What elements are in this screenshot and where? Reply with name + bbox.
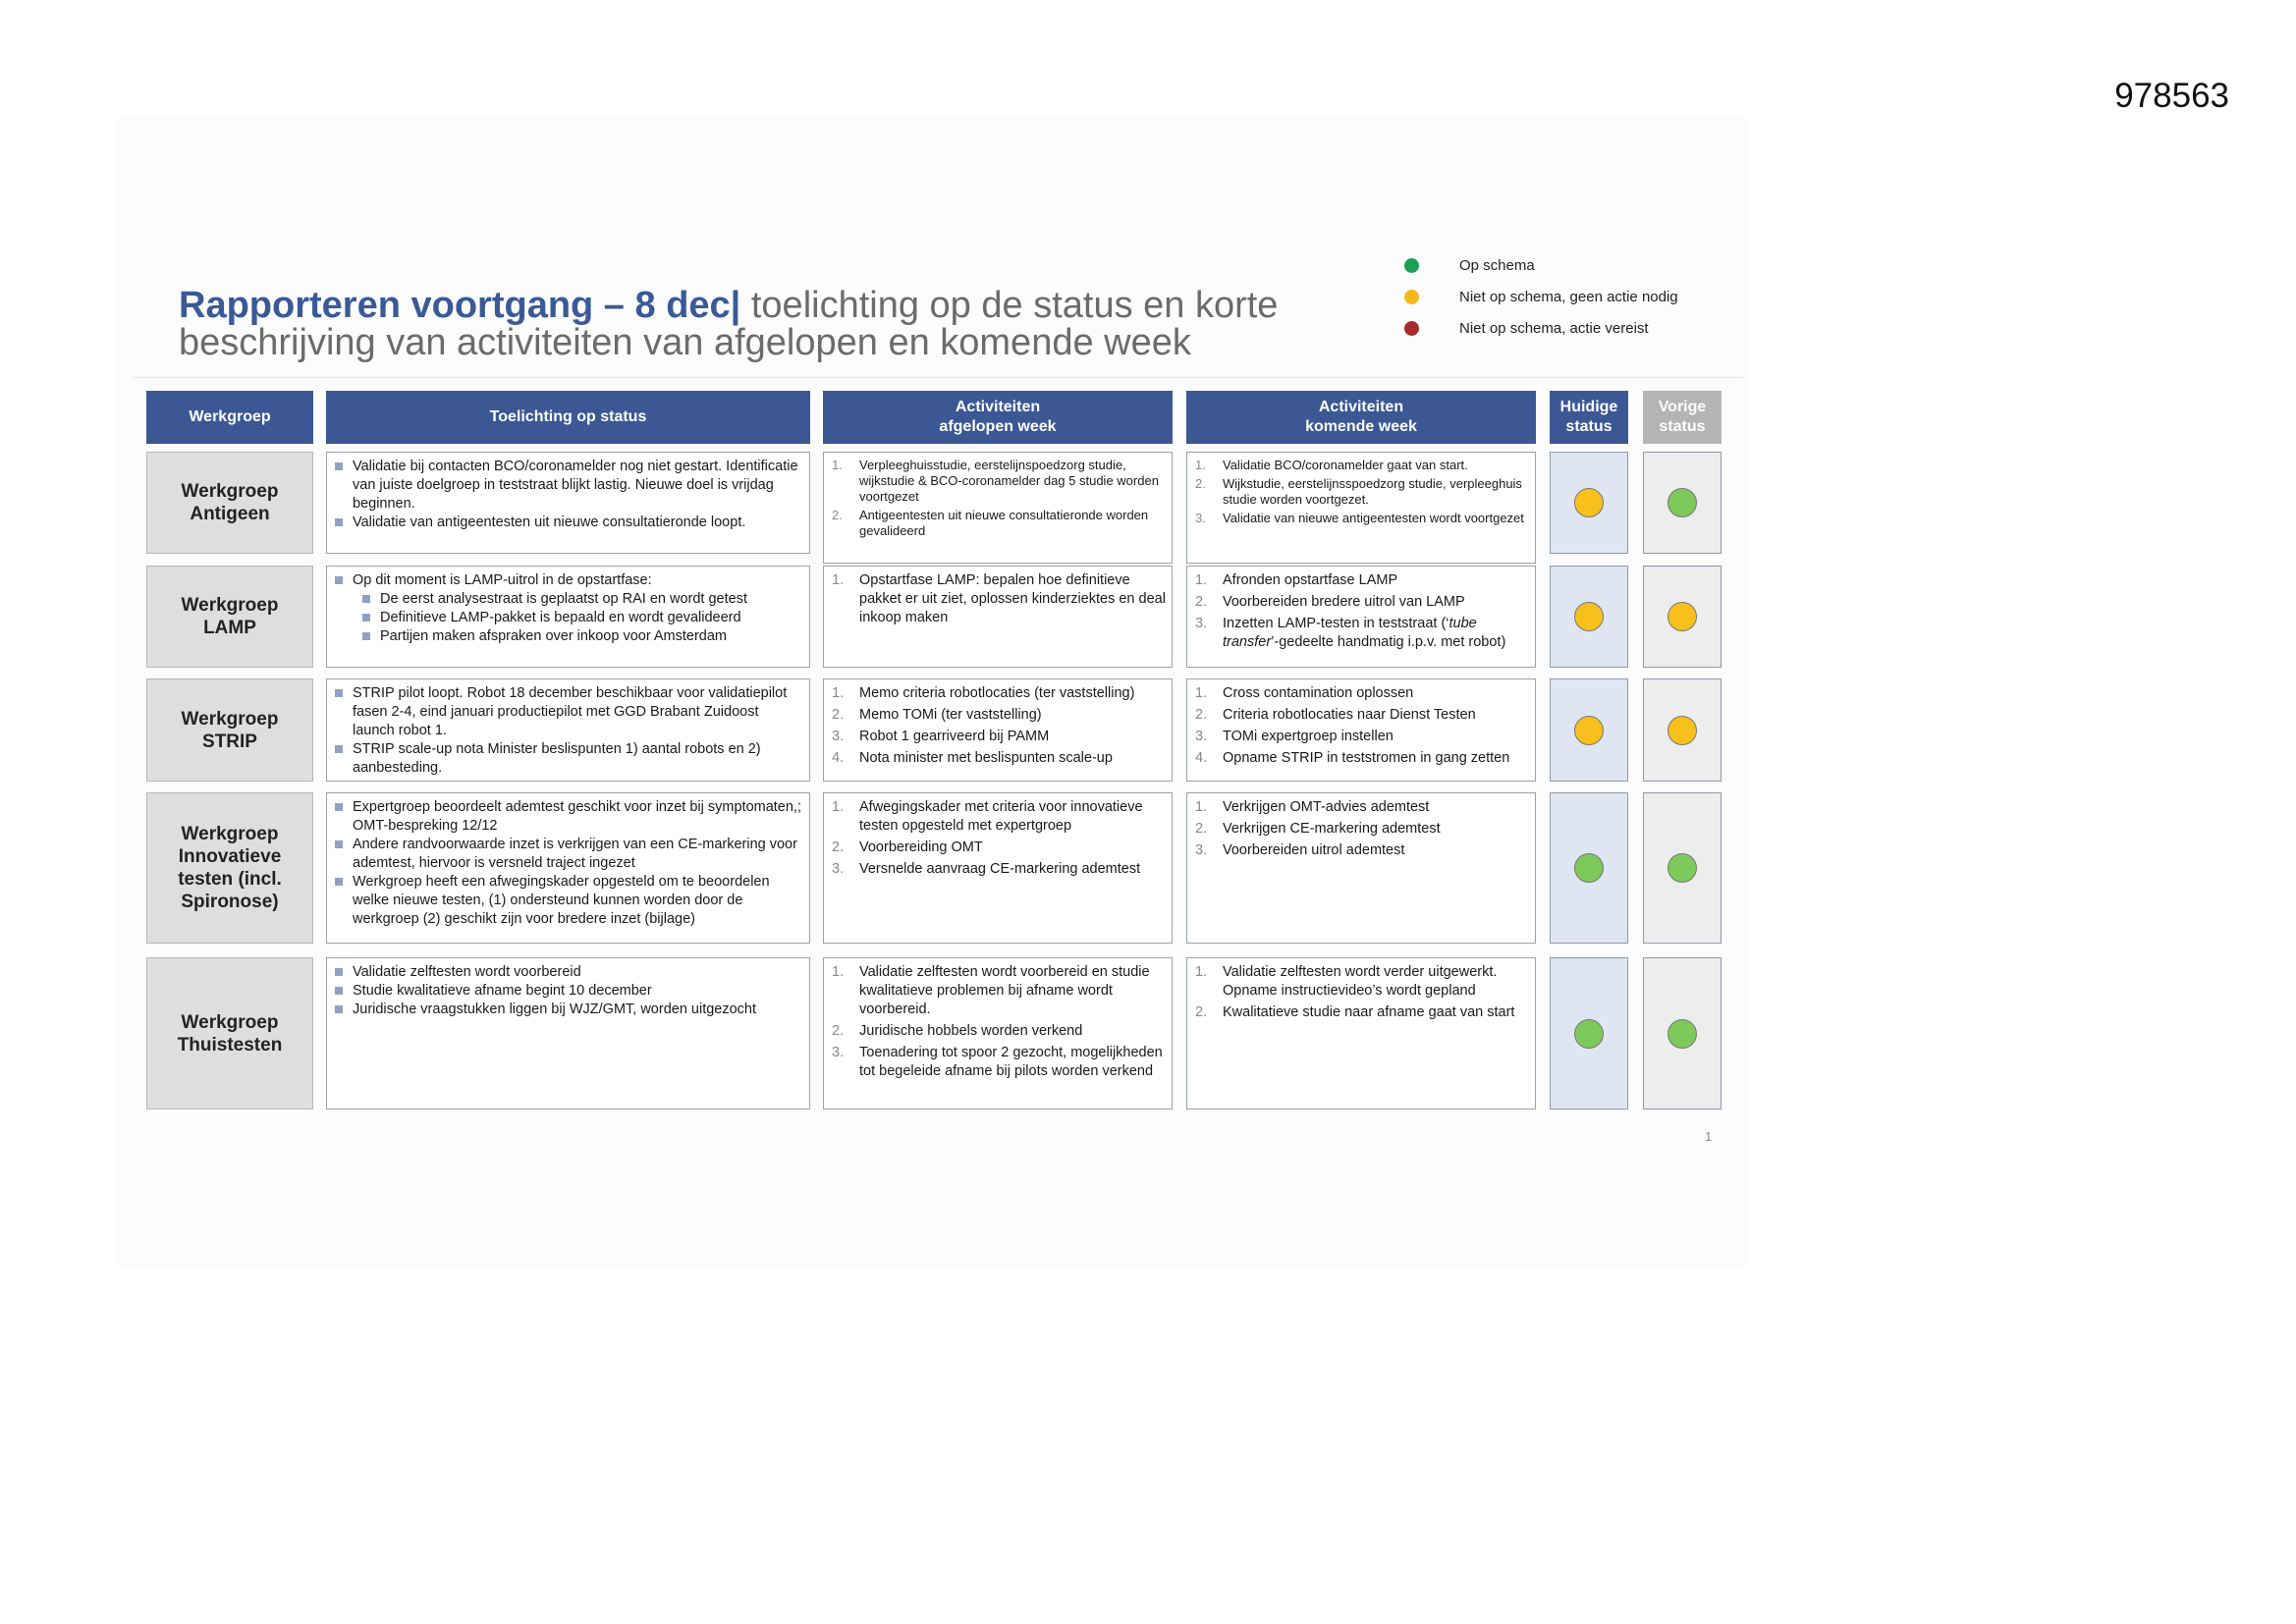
- werkgroep-lamp: Werkgroep LAMP: [146, 566, 313, 668]
- list-item: Partijen maken afspraken over inkoop voor Amsterdam: [360, 627, 804, 646]
- list-item: De eerst analysestraat is geplaatst op RAI en wordt getest: [360, 590, 804, 609]
- title-line2: beschrijving van activiteiten van afgelopen en komende week: [179, 322, 1191, 363]
- legend-item-action-required: [1402, 312, 1678, 344]
- list-item: Wijkstudie, eerstelijnsspoedzorg studie, verpleeghuis studie worden voortgezet.: [1223, 476, 1522, 507]
- list-item: Validatie van antigeentesten uit nieuwe consultatieronde loopt.: [333, 514, 804, 532]
- status-circle: [1667, 853, 1697, 883]
- header-toelichting: Toelichting op status: [326, 391, 810, 444]
- status-circle: [1574, 1019, 1604, 1049]
- red-dot-icon: [1404, 321, 1419, 336]
- list-item: Definitieve LAMP-pakket is bepaald en wordt gevalideerd: [360, 609, 804, 627]
- header-activiteiten-komende: Activiteiten komende week: [1186, 391, 1536, 444]
- slide-title: [179, 287, 1387, 361]
- list-item: Criteria robotlocaties naar Dienst Testen: [1223, 707, 1476, 723]
- list-item: Op dit moment is LAMP-uitrol in de opstartfase: De eerst analysestraat is geplaatst op RAI en wordt getest Definitieve LAMP-pakket is bepaald en wordt gevalideerd Partijen maken afspraken over inkoop voor Amsterdam: [333, 571, 804, 646]
- title-line1-rest: toelichting op de status en korte: [740, 285, 1279, 326]
- list-item: Antigeentesten uit nieuwe consultatieronde worden gevalideerd: [859, 508, 1149, 538]
- list-item: Studie kwalitatieve afname begint 10 december: [333, 982, 804, 1001]
- list-item: Validatie BCO/coronamelder gaat van start.: [1223, 458, 1468, 472]
- list-item: Validatie zelftesten wordt verder uitgewerkt. Opname instructievideo’s wordt gepland: [1223, 964, 1498, 999]
- status-circle: [1667, 488, 1697, 517]
- list-item: Validatie bij contacten BCO/coronamelder nog niet gestart. Identificatie van juiste doelgroep in teststraat blijkt lastig. Nieuwe doel is vrijdag beginnen.: [333, 458, 804, 514]
- komende-innovatieve-testen: [1186, 792, 1536, 944]
- toelichting-innovatieve-testen: [326, 792, 810, 944]
- werkgroep-thuistesten: Werkgroep Thuistesten: [146, 957, 313, 1110]
- list-item: Verkrijgen OMT-advies ademtest: [1223, 799, 1430, 815]
- header-activiteiten-afgelopen: Activiteiten afgelopen week: [823, 391, 1173, 444]
- komende-antigeen: [1186, 452, 1536, 564]
- status-circle: [1574, 853, 1604, 883]
- list-item: Memo criteria robotlocaties (ter vaststelling): [859, 685, 1135, 701]
- list-item: Opstartfase LAMP: bepalen hoe definitieve pakket er uit ziet, oplossen kinderziektes en deal inkoop maken: [859, 572, 1166, 625]
- list-item: Afwegingskader met criteria voor innovatieve testen opgesteld met expertgroep: [859, 799, 1143, 834]
- list-item: Werkgroep heeft een afwegingskader opgesteld om te beoordelen welke nieuwe testen, (1) ondersteund kunnen worden door de werkgroep (2) geschikt zijn voor bredere inzet (bijlage): [333, 873, 804, 929]
- huidige-status-thuistesten: [1550, 957, 1628, 1110]
- page-number: 1: [1705, 1129, 1713, 1144]
- legend-label: Niet op schema, geen actie nodig: [1459, 288, 1678, 305]
- title-bold: Rapporteren voortgang – 8 dec: [179, 285, 731, 326]
- vorige-status-thuistesten: [1643, 957, 1722, 1110]
- vorige-status-innovatieve-testen: [1643, 792, 1722, 944]
- legend-label: Niet op schema, actie vereist: [1459, 319, 1649, 337]
- komende-lamp: [1186, 566, 1536, 668]
- status-legend: [1402, 249, 1678, 344]
- werkgroep-antigeen: Werkgroep Antigeen: [146, 452, 313, 554]
- list-item: Juridische vraagstukken liggen bij WJZ/GMT, worden uitgezocht: [333, 1001, 804, 1019]
- list-item: Memo TOMi (ter vaststelling): [859, 707, 1042, 723]
- legend-item-on-schedule: [1402, 249, 1678, 281]
- legend-label: Op schema: [1459, 256, 1535, 274]
- header-huidige-status: Huidige status: [1550, 391, 1628, 444]
- status-circle: [1574, 488, 1604, 517]
- list-item: Robot 1 gearriveerd bij PAMM: [859, 729, 1050, 744]
- status-circle: [1667, 1019, 1697, 1049]
- list-item: Juridische hobbels worden verkend: [859, 1023, 1083, 1039]
- header-werkgroep: Werkgroep: [146, 391, 313, 444]
- toelichting-thuistesten: [326, 957, 810, 1110]
- list-item: Inzetten LAMP-testen in teststraat (‘tube transfer’-gedeelte handmatig i.p.v. met robot): [1223, 616, 1506, 650]
- vorige-status-antigeen: [1643, 452, 1722, 554]
- green-dot-icon: [1404, 258, 1419, 273]
- afgelopen-strip: [823, 678, 1173, 782]
- vorige-status-strip: [1643, 678, 1722, 782]
- status-circle: [1574, 716, 1604, 745]
- list-item: Opname STRIP in teststromen in gang zetten: [1223, 750, 1510, 766]
- list-item: Expertgroep beoordeelt ademtest geschikt voor inzet bij symptomaten,; OMT-bespreking 12/12: [333, 798, 804, 836]
- legend-item-no-action: [1402, 281, 1678, 312]
- afgelopen-innovatieve-testen: [823, 792, 1173, 944]
- list-item: Verkrijgen CE-markering ademtest: [1223, 821, 1441, 837]
- list-item: Validatie van nieuwe antigeentesten wordt voortgezet: [1223, 511, 1524, 525]
- list-item: Voorbereiden uitrol ademtest: [1223, 842, 1405, 858]
- huidige-status-strip: [1550, 678, 1628, 782]
- header-vorige-status: Vorige status: [1643, 391, 1722, 444]
- title-separator: |: [730, 285, 741, 326]
- huidige-status-antigeen: [1550, 452, 1628, 554]
- list-item: Andere randvoorwaarde inzet is verkrijgen van een CE-markering voor ademtest, hiervoor is versneld traject ingezet: [333, 836, 804, 873]
- huidige-status-lamp: [1550, 566, 1628, 668]
- status-circle: [1574, 602, 1604, 631]
- list-item: Nota minister met beslispunten scale-up: [859, 750, 1113, 766]
- list-item: Voorbereiden bredere uitrol van LAMP: [1223, 594, 1465, 610]
- list-item: Voorbereiding OMT: [859, 839, 983, 855]
- afgelopen-thuistesten: [823, 957, 1173, 1110]
- list-item: Toenadering tot spoor 2 gezocht, mogelijkheden tot begeleide afname bij pilots worden verkend: [859, 1045, 1163, 1079]
- afgelopen-lamp: [823, 566, 1173, 668]
- list-item: Validatie zelftesten wordt voorbereid en studie kwalitatieve problemen bij afname wordt voorbereid.: [859, 964, 1150, 1017]
- toelichting-antigeen: [326, 452, 810, 554]
- komende-strip: [1186, 678, 1536, 782]
- status-circle: [1667, 716, 1697, 745]
- title-divider: [133, 377, 1743, 378]
- list-item: Validatie zelftesten wordt voorbereid: [333, 963, 804, 982]
- list-item: Afronden opstartfase LAMP: [1223, 572, 1398, 588]
- list-item: Verpleeghuisstudie, eerstelijnspoedzorg studie, wijkstudie & BCO-coronamelder dag 5 studie worden voortgezet: [859, 458, 1159, 504]
- toelichting-lamp: [326, 566, 810, 668]
- list-item: Kwalitatieve studie naar afname gaat van start: [1223, 1004, 1515, 1020]
- list-item: Cross contamination oplossen: [1223, 685, 1414, 701]
- afgelopen-antigeen: [823, 452, 1173, 564]
- werkgroep-strip: Werkgroep STRIP: [146, 678, 313, 782]
- list-item: STRIP scale-up nota Minister beslispunten 1) aantal robots en 2) aanbesteding.: [333, 740, 804, 778]
- list-item: Versnelde aanvraag CE-markering ademtest: [859, 861, 1141, 877]
- huidige-status-innovatieve-testen: [1550, 792, 1628, 944]
- document-id: 978563: [2114, 77, 2229, 115]
- list-item: TOMi expertgroep instellen: [1223, 729, 1394, 744]
- yellow-dot-icon: [1404, 290, 1419, 304]
- toelichting-strip: [326, 678, 810, 782]
- status-circle: [1667, 602, 1697, 631]
- werkgroep-innovatieve-testen: Werkgroep Innovatieve testen (incl. Spironose): [146, 792, 313, 944]
- vorige-status-lamp: [1643, 566, 1722, 668]
- komende-thuistesten: [1186, 957, 1536, 1110]
- list-item: STRIP pilot loopt. Robot 18 december beschikbaar voor validatiepilot fasen 2-4, eind januari productiepilot met GGD Brabant Zuidoost launch robot 1.: [333, 684, 804, 740]
